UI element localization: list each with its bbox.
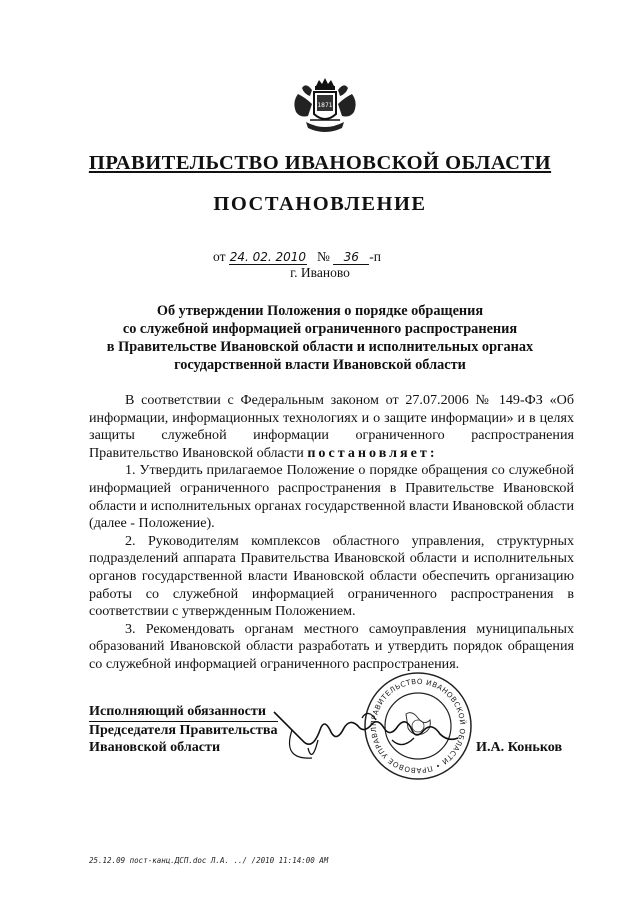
government-title: ПРАВИТЕЛЬСТВО ИВАНОВСКОЙ ОБЛАСТИ [88,152,552,174]
city: г. Иваново [290,265,350,280]
document-heading [60,302,580,374]
heading-line: государственной власти Ивановской области [174,357,466,373]
signer-position-line: Ивановской области [89,739,221,755]
crest-emblem-text: 1871 [317,102,333,109]
date-prefix: от [213,249,226,264]
number-value: 36 [333,250,369,265]
intro-text: В соответствии с Федеральным законом от 27.07.2006 № 149-ФЗ «Об информации, информационных технологиях и о защите информации» и в целях защиты служебной информации ограниченного распространения Правительство Ивановской области [89,392,574,461]
coat-of-arms [288,76,362,138]
decree-word: постановляет: [307,444,438,461]
item-paragraph: 2. Руководителям комплексов областного управления, структурных подразделений аппарата Правительства Ивановской области и исполнительных органов государственной власти Ивановской области обеспечить организацию работы со служебной информацией ограниченного распространения в соответствии с утвержденным Положением. [89,532,574,620]
handwritten-signature [272,700,462,770]
stamp-ring-text: ПРАВИТЕЛЬСТВО ИВАНОВСКОЙ ОБЛАСТИ • ПРАВОВОЕ УПРАВЛ [368,676,468,776]
number-suffix: -п [369,249,381,264]
signer-name: И.А. Коньков [476,739,563,755]
footer-file-info: 25.12.09 пост-канц.ДСП.doc Л.А. ../ /2010 11:14:00 AM [89,856,329,865]
dateline [213,249,381,265]
heading-line: в Правительстве Ивановской области и исполнительных органах [106,339,534,355]
document-type: ПОСТАНОВЛЕНИЕ [213,193,427,215]
signer-position [89,703,278,757]
number-prefix: № [316,249,330,264]
intro-paragraph [89,392,574,462]
item-paragraph: 1. Утвердить прилагаемое Положение о порядке обращения со служебной информацией ограниченного распространения в Правительстве Ивановской области и исполнительных органах государственной власти Ивановской области (далее - Положение). [89,462,574,532]
item-paragraph: 3. Рекомендовать органам местного самоуправления муниципальных образований Ивановской области разработать и утвердить порядок обращения со служебной информацией ограниченного распространения. [89,620,574,672]
heading-line: со служебной информацией ограниченного распространения [122,321,518,337]
signature-scribble-icon [272,700,462,770]
coat-of-arms-icon [288,76,362,138]
document-body [89,392,574,674]
heading-line: Об утверждении Положения о порядке обращения [156,303,484,319]
date-value: 24. 02. 2010 [229,250,307,264]
signer-position-line: Председателя Правительства [89,721,278,738]
signer-position-line: Исполняющий обязанности [89,703,278,722]
